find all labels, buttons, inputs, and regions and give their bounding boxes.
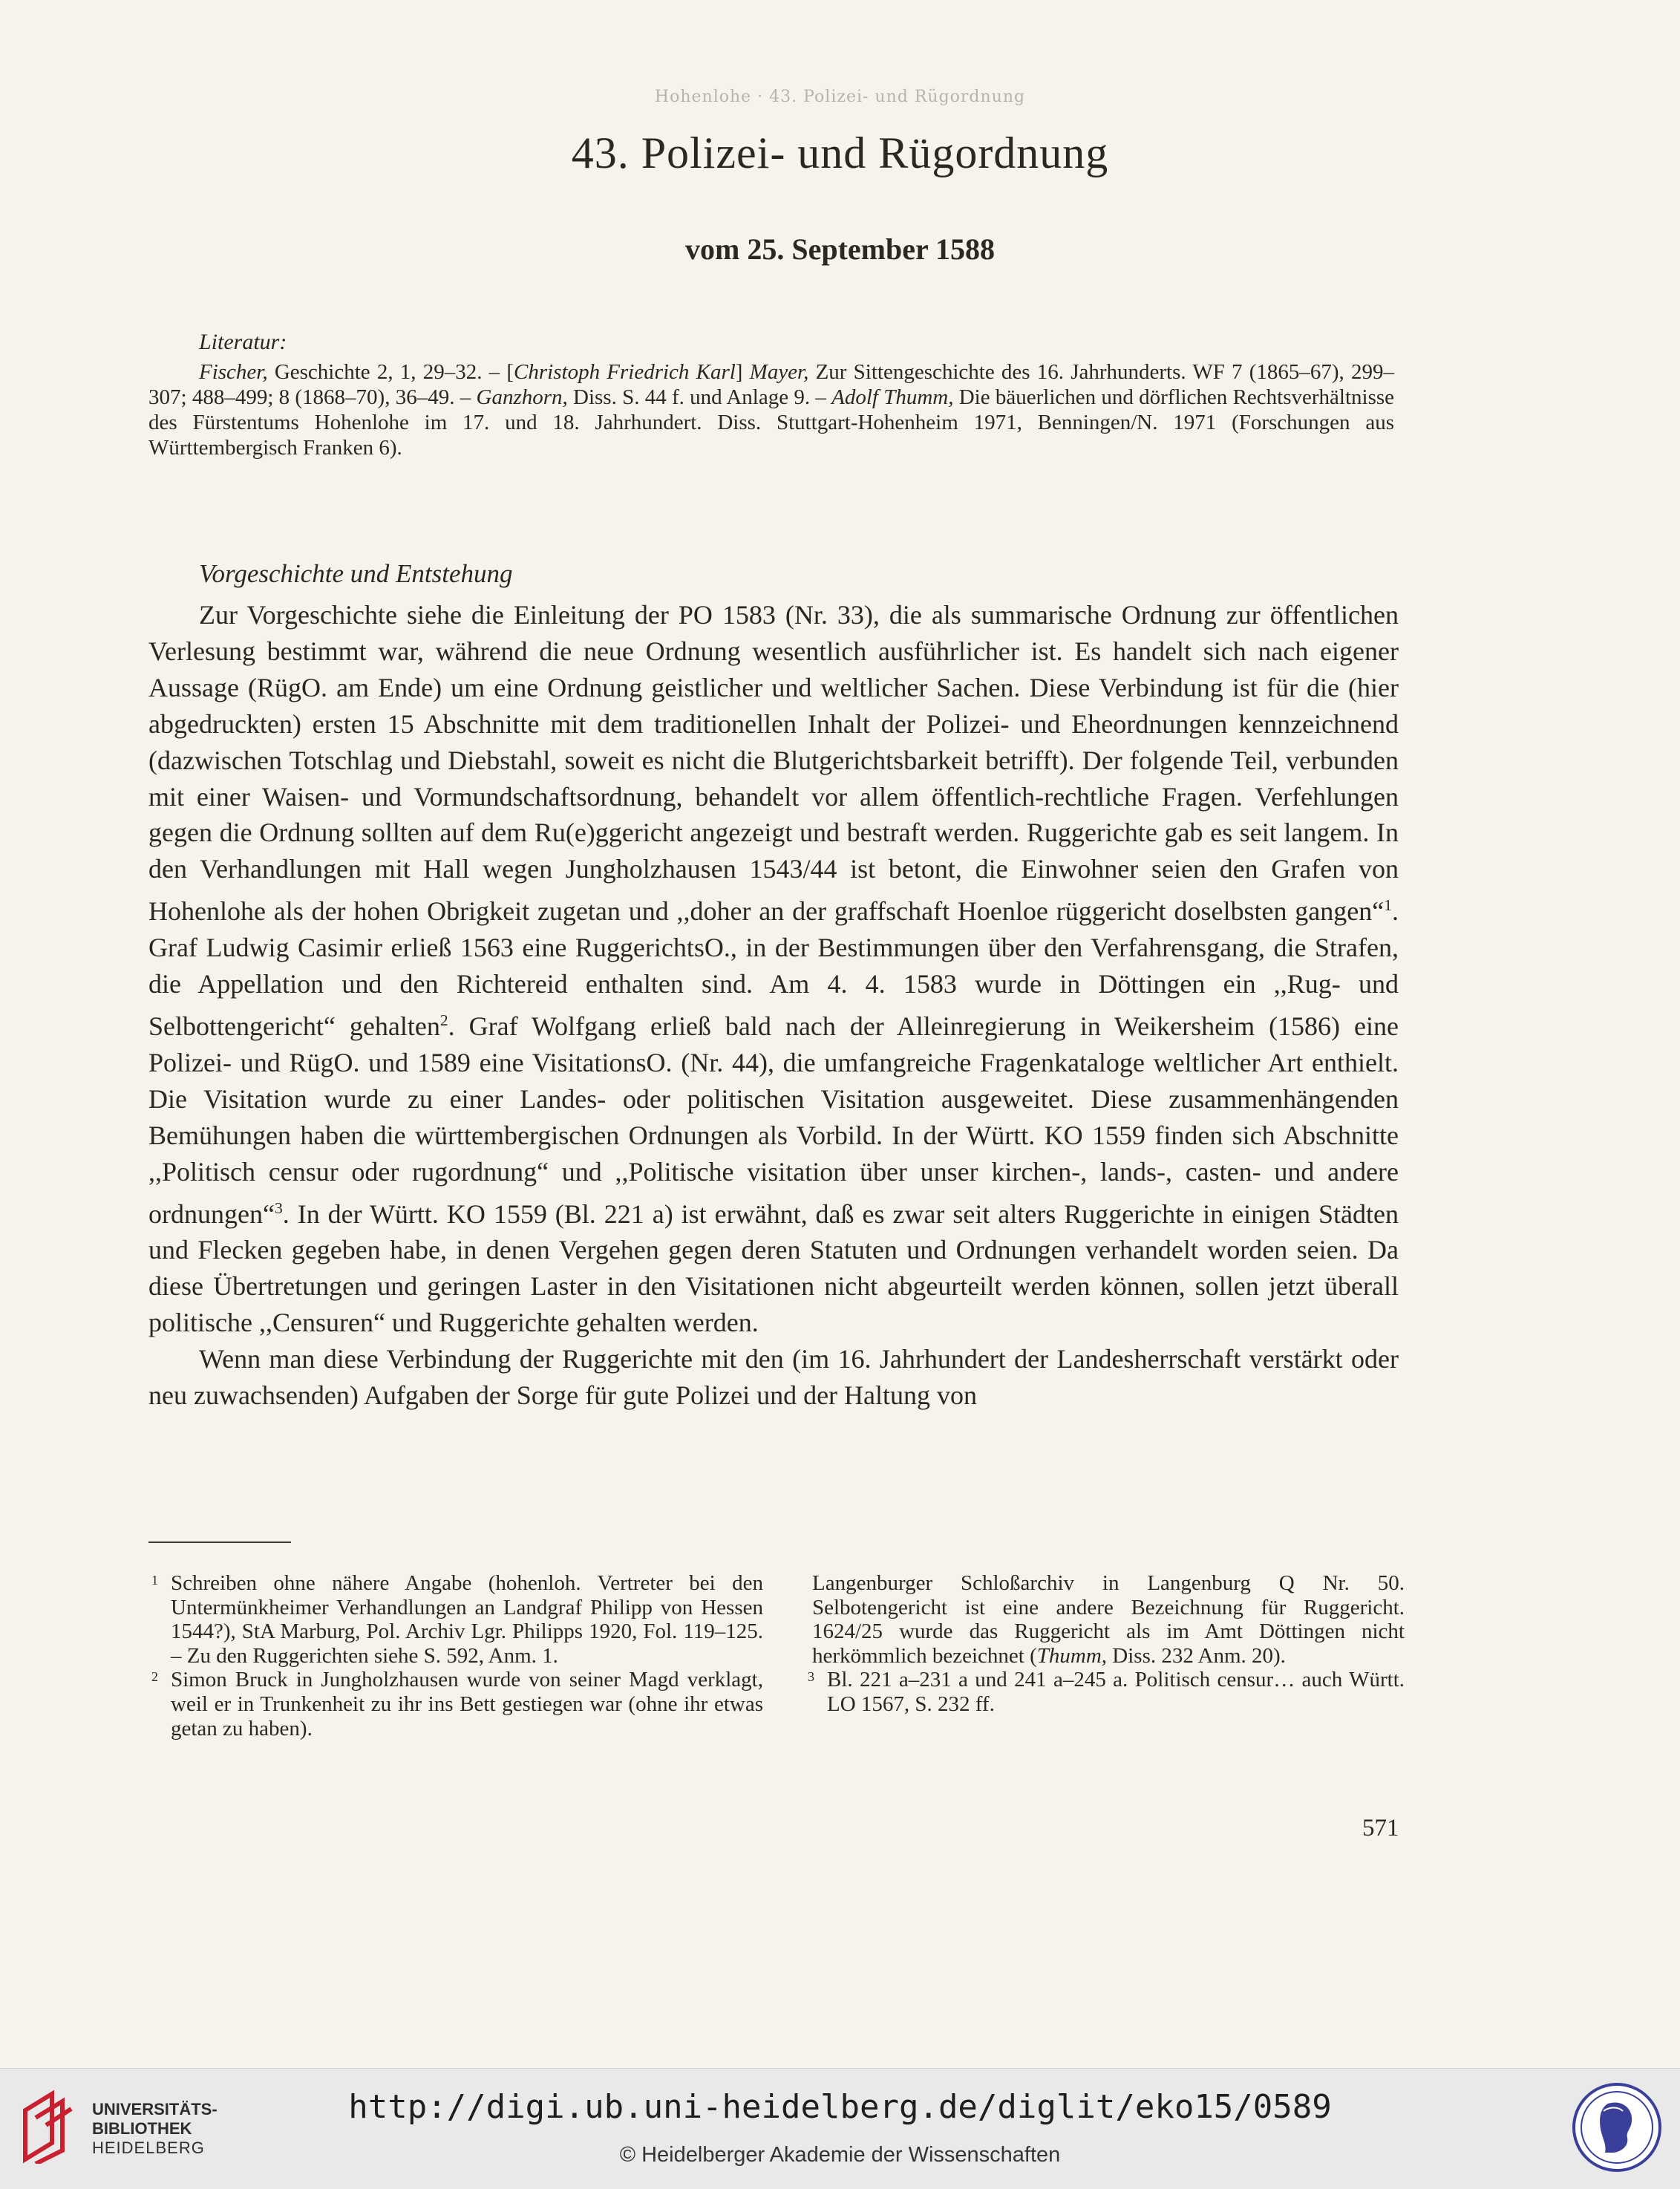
body-segment: . Graf Wolfgang erließ bald nach der Alleinregierung in Weikersheim (1586) eine Polizei- und RügO. und 1589 eine VisitationsO. (Nr. 44), die umfangreiche Fragenkataloge weltlicher Art enthielt. Die Visitation wurde zu einer Landes- oder politischen Visitation ausgeweitet. Diese zusammenhängenden Bemühungen haben die württembergischen Ordnungen als Vorbild. In der Württ. KO 1559 finden sich Abschnitte ,,Politisch censur oder rugordnung“ und ,,Politische visitation über unser kirchen-, lands-, casten- und andere ordnungen“ xyxy=(148,1011,1399,1229)
literature-author: Christoph Friedrich Karl xyxy=(514,360,736,384)
literature-heading: Literatur: xyxy=(199,330,287,354)
footnote-text: Simon Bruck in Jungholzhausen wurde von seiner Magd verklagt, weil er in Trunkenheit zu ihr ins Bett gestiegen war (ohne ihr etwas getan zu haben). xyxy=(171,1668,763,1741)
logo-line: BIBLIOTHEK xyxy=(92,2119,192,2138)
literature-author: Adolf Thumm, xyxy=(831,385,954,409)
literature-text xyxy=(148,359,1394,460)
footnote-ref: 3 xyxy=(274,1198,283,1217)
section-title: 43. Polizei- und Rügordnung xyxy=(571,128,1109,177)
footnote-text: Bl. 221 a–231 a und 241 a–245 a. Politisch censur… auch Württ. LO 1567, S. 232 ff. xyxy=(827,1668,1405,1716)
body-segment: . Graf Ludwig Casimir erließ 1563 eine RuggerichtsO., in der Bestimmungen über den Verfahrensgang, die Strafen, die Appellation und den Richtereid enthalten sind. Am 4. 4. 1583 wurde in Döttingen ein ,,Rug- und Selbottengericht“ gehalten xyxy=(148,896,1399,1041)
permalink-url[interactable]: http://digi.ub.uni-heidelberg.de/diglit/eko15/0589 xyxy=(348,2088,1332,2126)
body-paragraph xyxy=(148,597,1399,1341)
footnote-text: Langenburger Schloßarchiv in Langenburg Q Nr. 50. Selbotengericht ist eine andere Bezeichnung für Ruggericht. 1624/25 wurde das Ruggericht als im Amt Döttingen nicht herkömmlich bezeichnet ( xyxy=(812,1571,1405,1668)
footnote-text: Diss. 232 Anm. 20). xyxy=(1107,1643,1286,1668)
body-text xyxy=(148,597,1399,1414)
literature-segment: Geschichte 2, 1, 29–32. – [ xyxy=(267,360,514,384)
footnote-3 xyxy=(805,1668,1405,1716)
footnote-divider xyxy=(148,1542,291,1543)
footnotes-left-column xyxy=(148,1571,763,1741)
copyright-notice: © Heidelberger Akademie der Wissenschaften xyxy=(619,2143,1061,2167)
academy-seal-icon xyxy=(1571,2081,1663,2173)
literature-author: Ganzhorn, xyxy=(476,385,568,409)
body-segment: . In der Württ. KO 1559 (Bl. 221 a) ist erwähnt, daß es zwar seit alters Ruggerichte in einigen Städten und Flecken gegeben habe, in denen Vergehen gegen deren Statuten und Ordnungen verhandelt worden seien. Da diese Übertretungen und geringen Laster in den Visitationen nicht abgeurteilt werden können, sollen jetzt überall politische ,,Censuren“ und Ruggerichte gehalten werden. xyxy=(148,1198,1399,1338)
footnote-1 xyxy=(148,1571,763,1668)
footnotes-right-column xyxy=(805,1571,1405,1717)
literature-author: Fischer, xyxy=(199,360,268,384)
literature-author: Mayer, xyxy=(749,360,809,384)
body-segment: Zur Vorgeschichte siehe die Einleitung der PO 1583 (Nr. 33), die als summarische Ordnung zur öffentlichen Verlesung bestimmt war, während die neue Ordnung wesentlich ausführlicher ist. Es handelt sich nach eigener Aussage (RügO. am Ende) um eine Ordnung geistlicher und weltlicher Sachen. Diese Verbindung ist für die (hier abgedruckten) ersten 15 Abschnitte mit dem traditionellen Inhalt der Polizei- und Eheordnungen kennzeichnend (dazwischen Totschlag und Diebstahl, soweit es nicht die Blutgerichtsbarkeit betrifft). Der folgende Teil, verbunden mit einer Waisen- und Vormundschaftsordnung, behandelt vor allem öffentlich-rechtliche Fragen. Verfehlungen gegen die Ordnung sollten auf dem Ru(e)ggericht angezeigt und bestraft werden. Ruggerichte gab es seit langem. In den Verhandlungen mit Hall wegen Jungholzhausen 1543/44 ist betont, die Einwohner seien den Grafen von Hohenlohe als der hohen Obrigkeit zugetan und ,,doher an der graffschaft Hoenloe rüggericht doselbsten gangen“ xyxy=(148,600,1399,927)
footnote-number: 1 xyxy=(151,1573,158,1588)
history-heading: Vorgeschichte und Entstehung xyxy=(199,559,513,588)
literature-segment: Diss. S. 44 f. und Anlage 9. – xyxy=(567,385,832,409)
section-subtitle: vom 25. September 1588 xyxy=(685,232,995,266)
literature-segment: ] xyxy=(735,360,750,384)
viewer-footer xyxy=(0,2068,1680,2189)
running-head: Hohenlohe · 43. Polizei- und Rügordnung xyxy=(654,88,1026,106)
footnote-text: Schreiben ohne nähere Angabe (hohenloh. Vertreter bei den Untermünkheimer Verhandlungen an Landgraf Philipp von Hessen 1544?), StA Marburg, Pol. Archiv Lgr. Philipps 1920, Fol. 119–125. – Zu den Ruggerichten siehe S. 592, Anm. 1. xyxy=(171,1571,763,1668)
footnote-2-continued xyxy=(805,1571,1405,1668)
footnote-ref: 1 xyxy=(1384,896,1392,915)
footnote-2 xyxy=(148,1668,763,1741)
body-paragraph: Wenn man diese Verbindung der Ruggerichte mit den (im 16. Jahrhundert der Landesherrschaft verstärkt oder neu zuwachsenden) Aufgaben der Sorge für gute Polizei und der Haltung von xyxy=(148,1344,1399,1411)
literature-segment: Die bäuerlichen und dörflichen Rechtsverhältnisse des Fürstentums Hohenlohe im 17. und 18. Jahrhundert. Diss. Stuttgart-Hohenheim 1971, Benningen/N. 1971 (Forschungen aus Württembergisch Franken 6). xyxy=(148,385,1395,460)
logo-line: HEIDELBERG xyxy=(92,2139,205,2157)
logo-line: UNIVERSITÄTS- xyxy=(92,2100,218,2118)
footnote-number: 3 xyxy=(808,1669,814,1685)
literature-segment: Zur Sittengeschichte des 16. Jahrhunderts. WF 7 (1865–67), 299–307; 488–499; 8 (1868–70), 36–49. – xyxy=(148,360,1394,409)
footnote-number: 2 xyxy=(151,1669,158,1685)
page-number: 571 xyxy=(1362,1815,1399,1841)
footnote-ref: 2 xyxy=(439,1011,448,1029)
footnote-author: Thumm, xyxy=(1036,1643,1108,1668)
